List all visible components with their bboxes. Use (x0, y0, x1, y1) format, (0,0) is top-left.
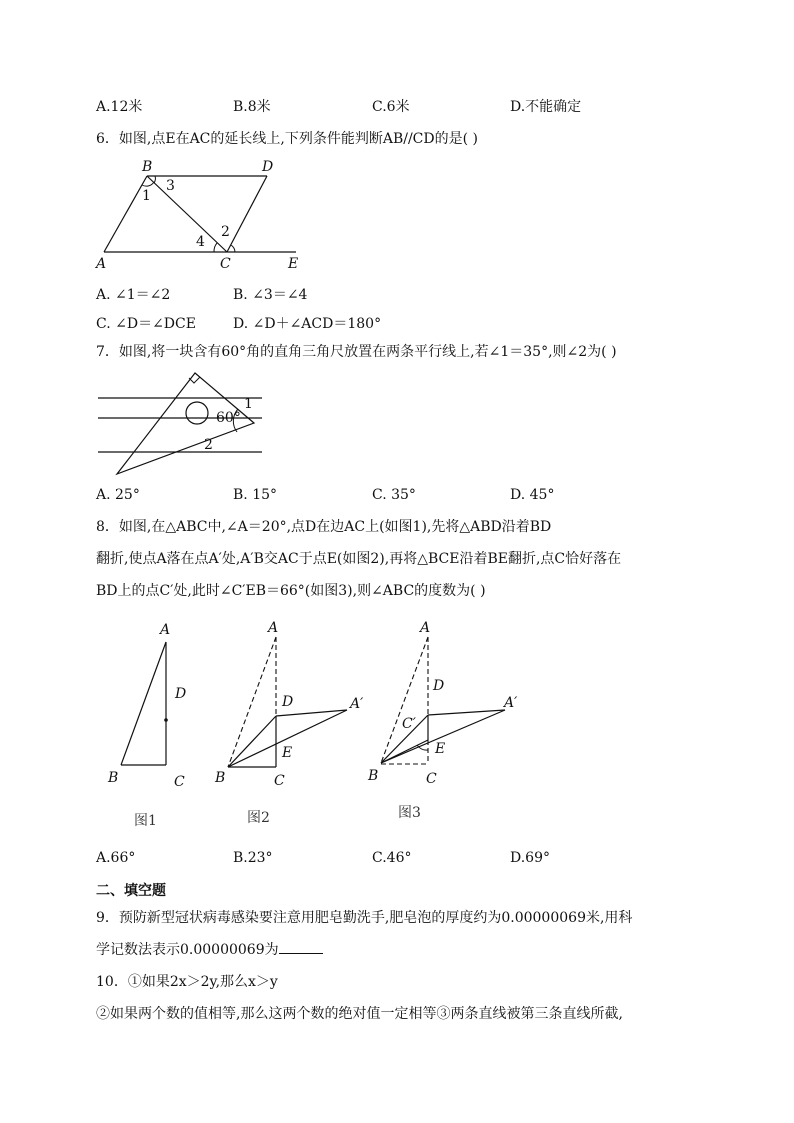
q6-angle-1: 1 (142, 188, 151, 204)
q6-parallelogram-figure (90, 156, 310, 274)
fig2-label-A-prime: A′ (350, 696, 364, 712)
fig2-label-C: C (274, 773, 285, 789)
q7-option-b: B. 15° (233, 487, 278, 503)
q8-figure-2 (214, 620, 364, 826)
fig2-caption: 图2 (247, 810, 270, 826)
q5-option-d: D.不能确定 (510, 99, 582, 115)
q7-set-square-figure (90, 366, 270, 478)
q9-line2-text: 学记数法表示0.00000069为 (96, 942, 279, 958)
q8-figure-1 (107, 622, 186, 829)
fig3-label-A: A (420, 620, 431, 636)
q8-stem-line1: 8．如图,在△ABC中,∠A＝20°,点D在边AC上(如图1),先将△ABD沿着BD (96, 519, 552, 535)
fig3-label-C-prime: C′ (402, 716, 416, 732)
fig3-label-C: C (426, 771, 437, 787)
q7-option-c: C. 35° (372, 487, 416, 503)
q8-stem-line2: 翻折,使点A落在点A′处,A′B交AC于点E(如图2),再将△BCE沿着BE翻折,点C恰好落在 (96, 551, 622, 567)
q6-option-a: A. ∠1＝∠2 (96, 287, 171, 303)
q9-answer-blank (279, 941, 323, 954)
q8-figure-3 (367, 620, 518, 821)
q9-line2 (96, 939, 323, 959)
q6-label-E: E (288, 256, 299, 272)
q8-option-b: B.23° (233, 850, 273, 866)
q5-option-a: A.12米 (96, 99, 143, 115)
q7-stem: 7．如图,将一块含有60°角的直角三角尺放置在两条平行线上,若∠1＝35°,则∠2为( ) (96, 344, 617, 360)
q7-option-a: A. 25° (96, 487, 140, 503)
q8-option-c: C.46° (372, 850, 412, 866)
fig1-label-B: B (108, 770, 119, 786)
q6-option-d: D. ∠D＋∠ACD＝180° (233, 316, 382, 332)
fig3-label-E: E (435, 741, 446, 757)
fig1-label-D: D (175, 686, 187, 702)
fig2-label-B: B (215, 770, 226, 786)
q5-option-c: C.6米 (372, 99, 410, 115)
fig1-caption: 图1 (134, 813, 157, 829)
q7-angle-60: 60° (216, 410, 241, 426)
q7-angle-1: 1 (244, 396, 253, 412)
q8-stem-line3: BD上的点C′处,此时∠C′EB＝66°(如图3),则∠ABC的度数为( ) (96, 583, 486, 599)
q7-angle-2: 2 (204, 437, 213, 453)
q9-line1: 9．预防新型冠状病毒感染要注意用肥皂勤洗手,肥皂泡的厚度约为0.00000069米,用科 (96, 910, 633, 926)
fig3-label-D: D (433, 678, 445, 694)
q10-line1: 10．①如果2x＞2y,那么x＞y (96, 974, 278, 990)
q10-line2: ②如果两个数的值相等,那么这两个数的绝对值一定相等③两条直线被第三条直线所截, (96, 1006, 623, 1022)
fig3-caption: 图3 (398, 805, 421, 821)
q6-label-A: A (96, 256, 107, 272)
q8-option-a: A.66° (96, 850, 136, 866)
fig2-label-D: D (282, 694, 294, 710)
q6-option-c: C. ∠D＝∠DCE (96, 316, 196, 332)
q7-option-d: D. 45° (510, 487, 555, 503)
q6-option-b: B. ∠3＝∠4 (233, 287, 308, 303)
q6-angle-3: 3 (166, 178, 175, 194)
fig3-label-A-prime: A′ (504, 695, 518, 711)
q5-option-b: B.8米 (233, 99, 271, 115)
fig1-label-C: C (174, 774, 185, 790)
fig1-label-A: A (160, 622, 171, 638)
q6-angle-2: 2 (221, 224, 230, 240)
q8-option-d: D.69° (510, 850, 550, 866)
q6-label-D: D (262, 159, 274, 175)
q6-stem: 6．如图,点E在AC的延长线上,下列条件能判断AB//CD的是( ) (96, 131, 478, 147)
q6-angle-4: 4 (196, 234, 205, 250)
fig2-label-E: E (282, 745, 293, 761)
q6-label-C: C (220, 256, 231, 272)
fig2-label-A: A (268, 620, 279, 636)
fig3-label-B: B (368, 768, 379, 784)
section-heading: 二、填空题 (96, 883, 166, 899)
q6-label-B: B (142, 159, 153, 175)
q8-figures (100, 612, 530, 842)
